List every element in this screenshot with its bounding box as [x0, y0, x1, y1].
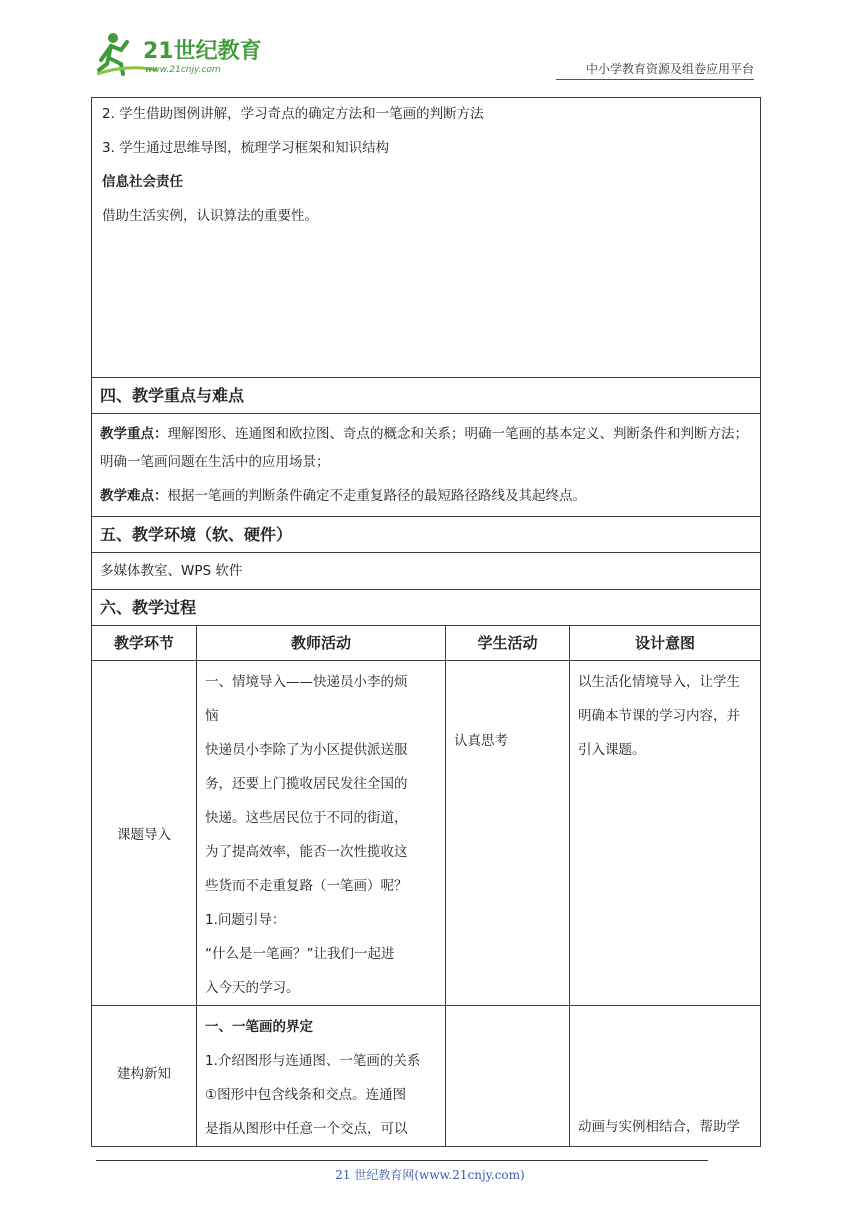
section4-content: [92, 414, 761, 517]
focus-label: 教学重点：: [100, 426, 168, 442]
section4-title-row: [92, 378, 761, 414]
process-row: [92, 661, 761, 1006]
student-activity-cell: 认真思考: [446, 661, 570, 1006]
svg-text:www.21cnjy.com: www.21cnjy.com: [145, 65, 221, 75]
svg-text:21世纪教育: 21世纪教育: [143, 39, 262, 64]
column-header: 学生活动: [446, 626, 570, 661]
teacher-line: 1.问题引导：: [205, 912, 286, 928]
difficulty-text: 根据一笔画的判断条件确定不走重复路径的最短路径路线及其起终点。: [167, 488, 586, 504]
teacher-line: 快递。这些居民位于不同的街道，: [205, 810, 408, 826]
teacher-activity-cell: [197, 1006, 446, 1147]
teacher-line: ①图形中包含线条和交点。连通图: [205, 1087, 407, 1103]
focus-text: 理解图形、连通图和欧拉图、奇点的概念和关系；明确一笔画的基本定义、判断条件和判断方法；明确一笔画问题在生活中的应用场景；: [100, 426, 748, 470]
section4-content-row: [92, 414, 761, 517]
process-row: [92, 1006, 761, 1147]
page-header: [0, 0, 860, 92]
intent-line: 引入课题。: [578, 742, 646, 758]
design-intent-cell: [570, 661, 761, 1006]
intent-line: 动画与实例相结合，帮助学: [578, 1119, 740, 1135]
platform-name: 中小学教育资源及组卷应用平台: [585, 62, 754, 76]
objectives-cell: [92, 98, 761, 378]
focus-paragraph: [100, 420, 752, 476]
teacher-line: “什么是一笔画？”让我们一起进: [205, 946, 395, 962]
header-divider: [556, 79, 754, 80]
teacher-line: 一、情境导入——快递员小李的烦: [205, 674, 408, 690]
teacher-line: 1.介绍图形与连通图、一笔画的关系: [205, 1053, 421, 1069]
footer-text: 21 世纪教育网(www.21cnjy.com): [335, 1168, 525, 1182]
teacher-line: 是指从图形中任意一个交点，可以: [205, 1121, 408, 1137]
teacher-activity-cell: [197, 661, 446, 1006]
21cnjy-logo: [97, 30, 262, 78]
teacher-heading: 一、一笔画的界定: [205, 1019, 313, 1035]
teacher-line: 为了提高效率，能否一次性揽收这: [205, 844, 408, 860]
objectives-row: [92, 98, 761, 378]
student-activity-cell: [446, 1006, 570, 1147]
column-header: 教学环节: [92, 626, 197, 661]
column-header: 设计意图: [570, 626, 761, 661]
section-title: 五、教学环境（软、硬件）: [92, 517, 761, 553]
difficulty-paragraph: [100, 482, 752, 510]
column-header: 教师活动: [197, 626, 446, 661]
segment-cell: 建构新知: [92, 1006, 197, 1147]
section6-title-row: [92, 590, 761, 626]
segment-cell: 课题导入: [92, 661, 197, 1006]
footer-divider: [96, 1160, 708, 1161]
section5-content-row: [92, 553, 761, 590]
section-title: 六、教学过程: [92, 590, 761, 626]
process-header-row: [92, 626, 761, 661]
teacher-line: 快递员小李除了为小区提供派送服: [205, 742, 408, 758]
teacher-line: 务，还要上门揽收居民发往全国的: [205, 776, 408, 792]
intent-line: 以生活化情境导入，让学生: [578, 674, 740, 690]
responsibility-heading: 信息社会责任: [102, 174, 183, 190]
teacher-line: 入今天的学习。: [205, 980, 300, 996]
section-title: 四、教学重点与难点: [92, 378, 761, 414]
difficulty-label: 教学难点：: [100, 488, 168, 504]
lesson-plan-table: [91, 97, 761, 1147]
responsibility-text: 借助生活实例，认识算法的重要性。: [102, 208, 318, 224]
objective-item-3: 3. 学生通过思维导图，梳理学习框架和知识结构: [102, 140, 390, 156]
section5-title-row: [92, 517, 761, 553]
intent-line: 明确本节课的学习内容，并: [578, 708, 740, 724]
design-intent-cell: [570, 1006, 761, 1147]
environment-content: 多媒体教室、WPS 软件: [92, 553, 761, 590]
teacher-line: 些货而不走重复路（一笔画）呢？: [205, 878, 408, 894]
teacher-line: 恼: [205, 708, 219, 724]
lesson-plan-document: [91, 97, 759, 1147]
objective-item-2: 2. 学生借助图例讲解，学习奇点的确定方法和一笔画的判断方法: [102, 106, 484, 122]
